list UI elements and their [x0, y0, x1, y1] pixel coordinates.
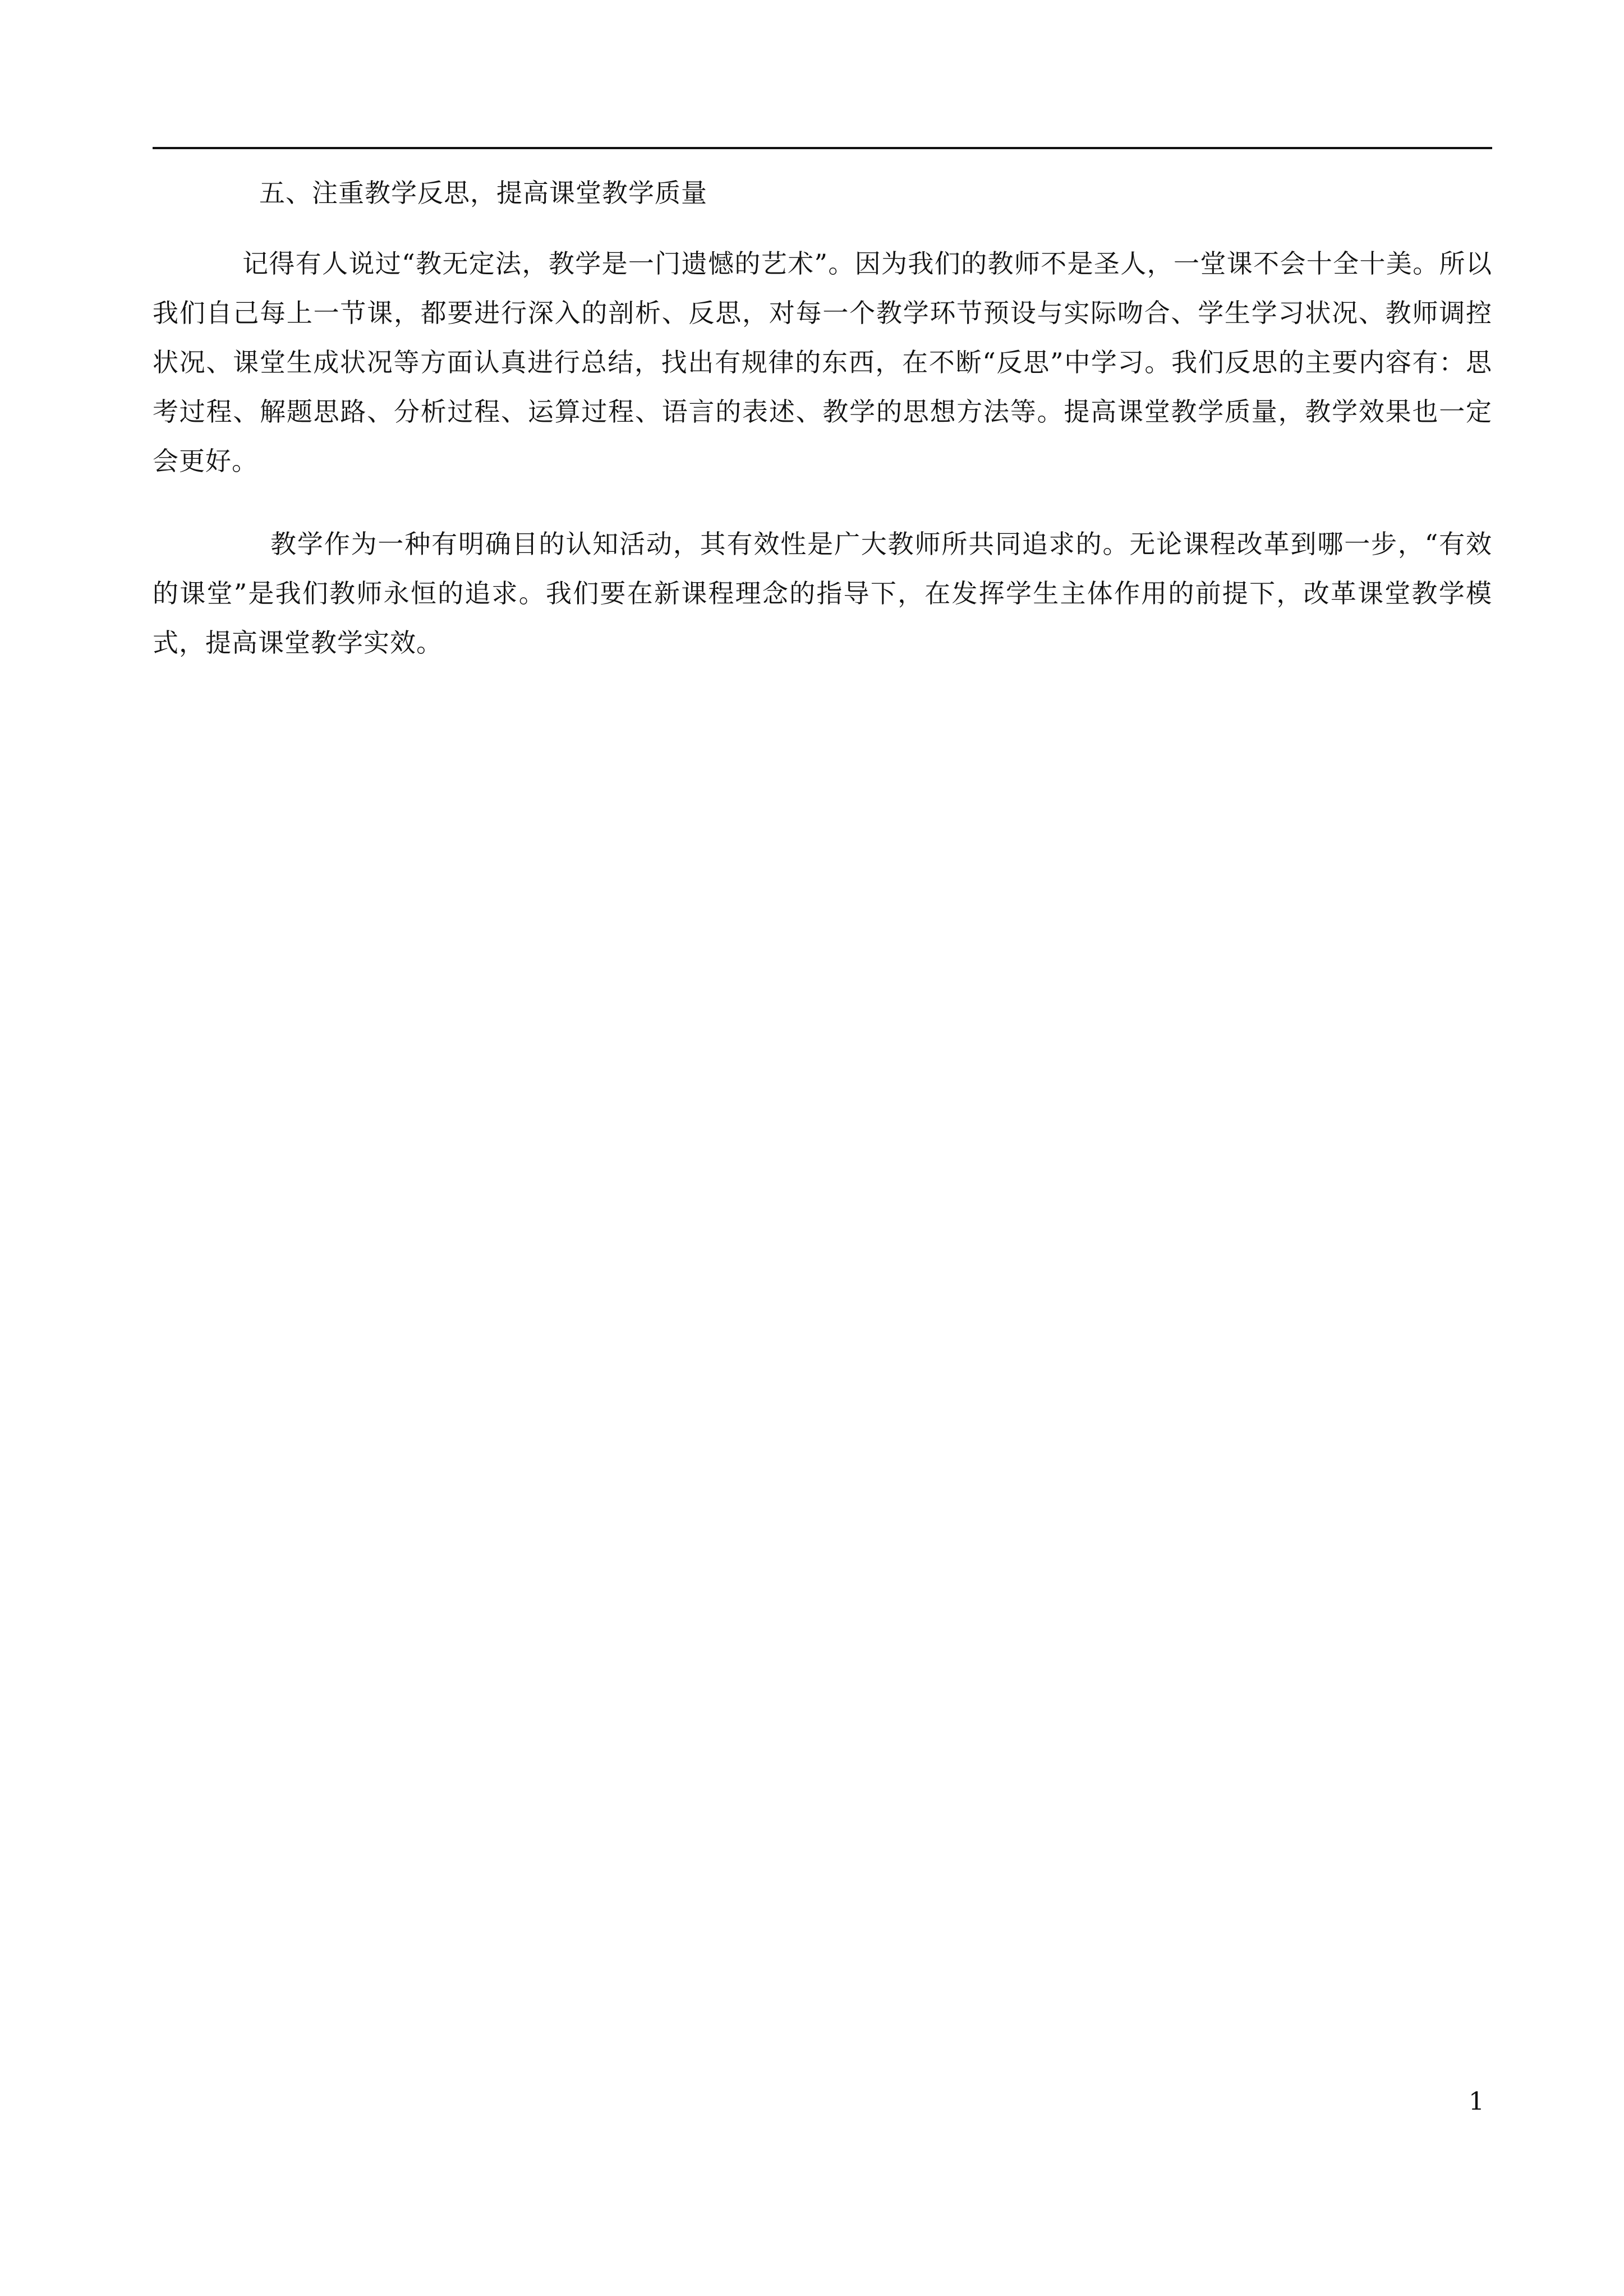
page-number: 1 — [1469, 2087, 1484, 2116]
header-rule — [153, 147, 1492, 149]
paragraph-effective-classroom: 教学作为一种有明确目的认知活动，其有效性是广大教师所共同追求的。无论课程改革到哪一步，“有效的课堂”是我们教师永恒的追求。我们要在新课程理念的指导下，在发挥学生主体作用的前提下，改革课堂教学模式，提高课堂教学实效。 — [153, 529, 1492, 658]
section-heading: 五、注重教学反思，提高课堂教学质量 — [259, 178, 707, 208]
paragraph-reflection: 记得有人说过“教无定法，教学是一门遗憾的艺术”。因为我们的教师不是圣人，一堂课不会十全十美。所以我们自己每上一节课，都要进行深入的剖析、反思，对每一个教学环节预设与实际吻合、学生学习状况、教师调控状况、课堂生成状况等方面认真进行总结，找出有规律的东西，在不断“反思”中学习。我们反思的主要内容有：思考过程、解题思路、分析过程、运算过程、语言的表述、教学的思想方法等。提高课堂教学质量，教学效果也一定会更好。 — [153, 248, 1492, 476]
document-body — [153, 168, 1492, 667]
